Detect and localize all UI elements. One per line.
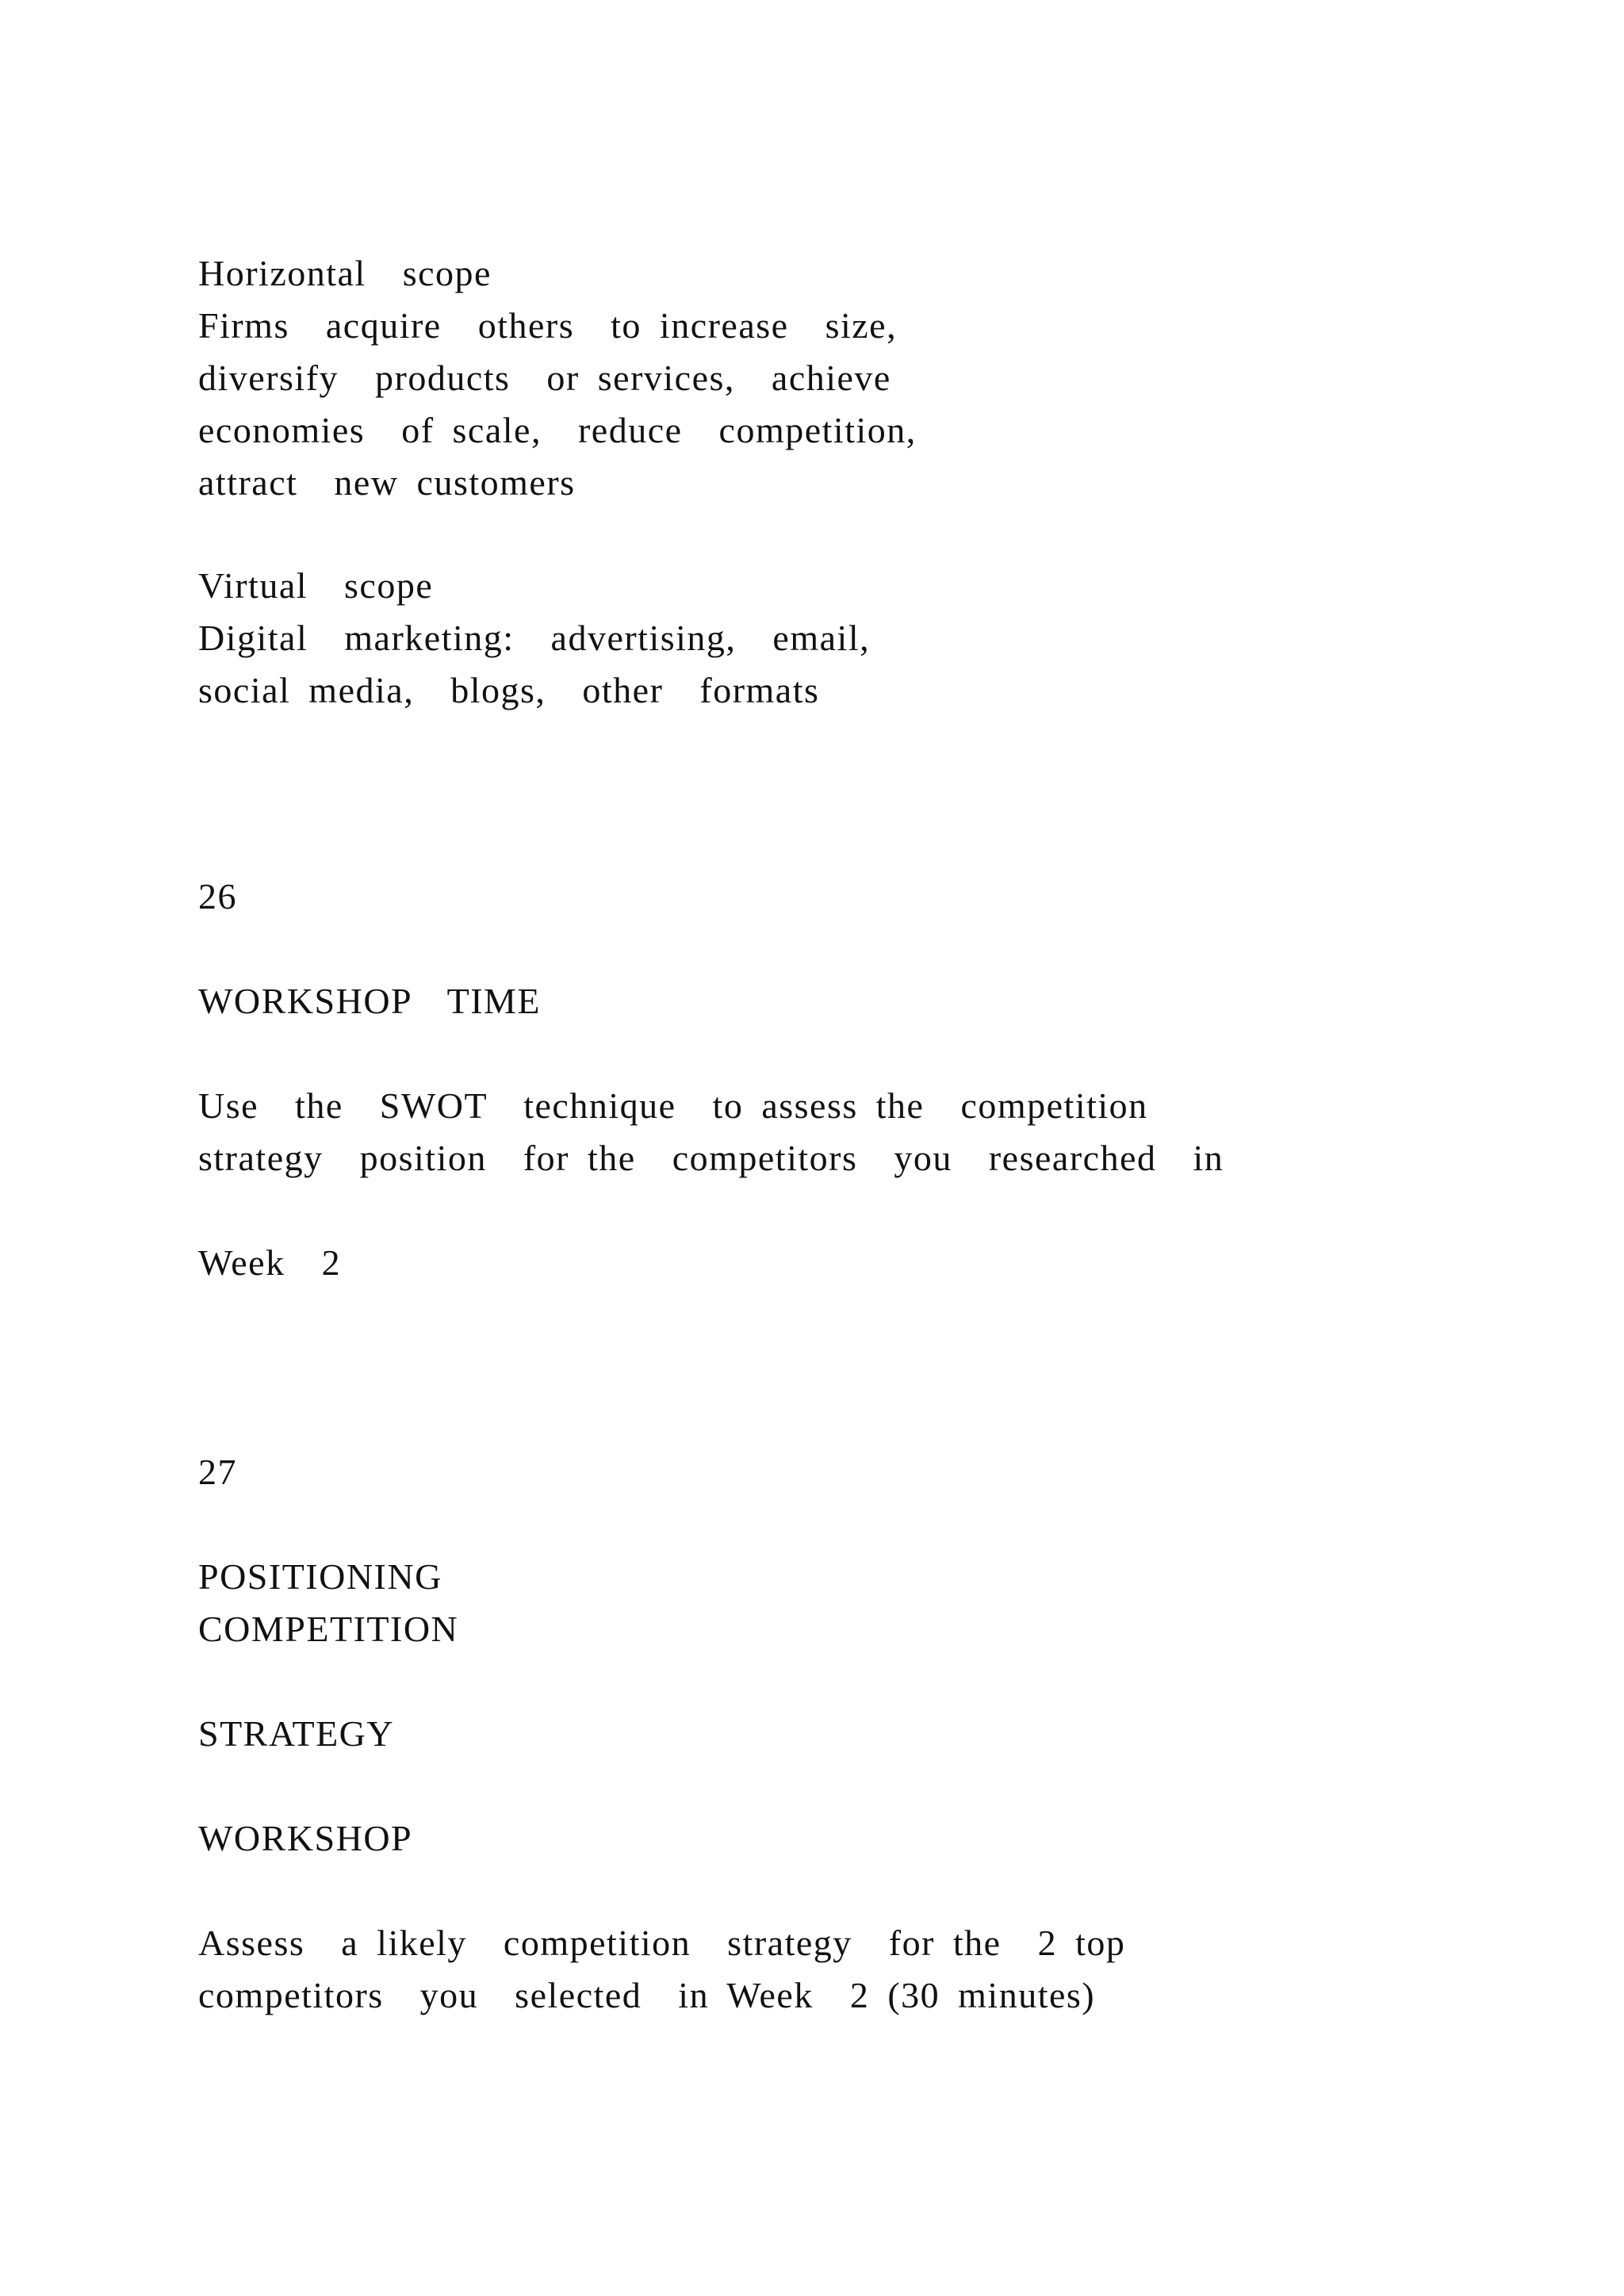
horizontal-scope-line-4: attract new customers bbox=[198, 462, 576, 503]
horizontal-scope-line-2: diversify products or services, achieve bbox=[198, 358, 891, 398]
slide-number-27: 27 bbox=[198, 1452, 237, 1492]
positioning-body-line-2: competitors you selected in Week 2 (30 minutes) bbox=[198, 1975, 1096, 2015]
virtual-scope-line-2: social media, blogs, other formats bbox=[198, 670, 820, 710]
horizontal-scope-line-1: Firms acquire others to increase size, bbox=[198, 305, 898, 346]
virtual-scope-heading: Virtual scope bbox=[198, 565, 434, 606]
positioning-title-line-2: COMPETITION bbox=[198, 1609, 459, 1649]
workshop-time-body-line-3: Week 2 bbox=[198, 1242, 342, 1283]
positioning-body-line-1: Assess a likely competition strategy for the 2 top bbox=[198, 1923, 1126, 1963]
positioning-title-line-1: POSITIONING bbox=[198, 1556, 442, 1597]
slide-number-26: 26 bbox=[198, 876, 237, 916]
workshop-time-body-line-1: Use the SWOT technique to assess the competition bbox=[198, 1085, 1148, 1126]
workshop-time-body-line-2: strategy position for the competitors you researched in bbox=[198, 1138, 1224, 1178]
positioning-title-line-3: STRATEGY bbox=[198, 1713, 395, 1754]
positioning-title-line-4: WORKSHOP bbox=[198, 1818, 413, 1858]
horizontal-scope-heading: Horizontal scope bbox=[198, 253, 492, 293]
horizontal-scope-line-3: economies of scale, reduce competition, bbox=[198, 410, 917, 450]
virtual-scope-line-1: Digital marketing: advertising, email, bbox=[198, 618, 871, 658]
workshop-time-title: WORKSHOP TIME bbox=[198, 981, 542, 1021]
